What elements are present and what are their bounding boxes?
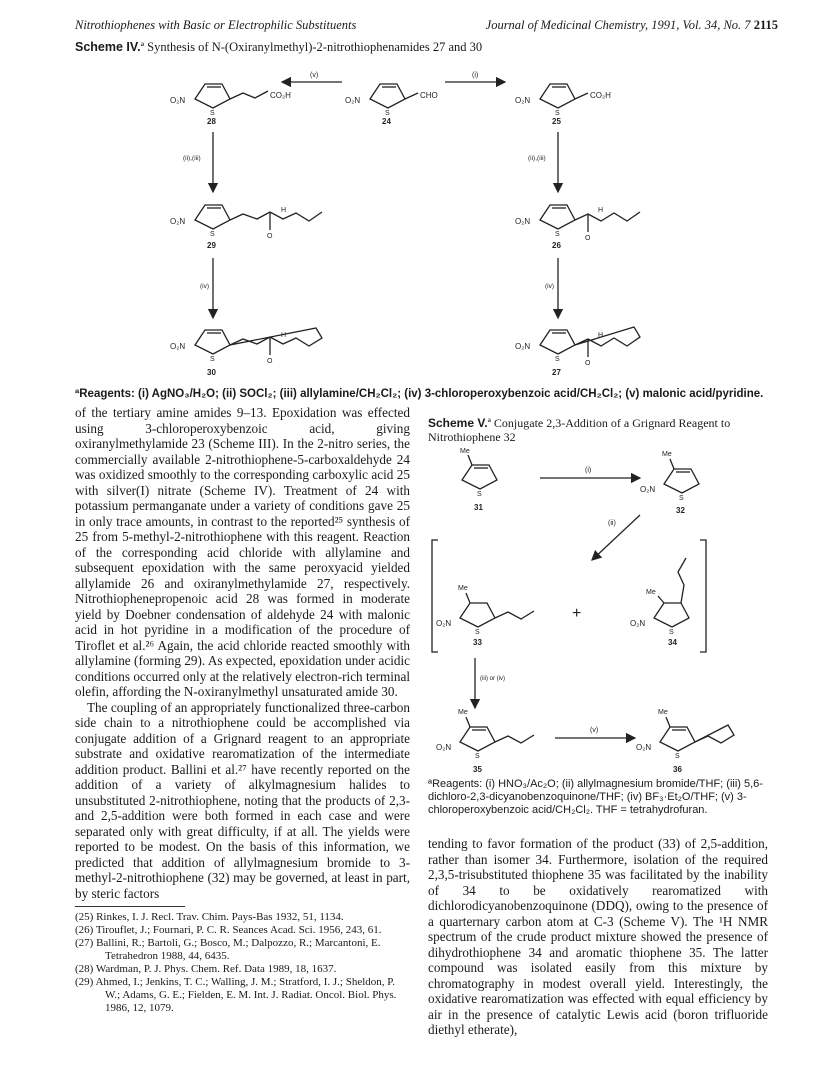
step-label-ii-iii-left: (ii),(iii) — [183, 155, 201, 162]
step-label-iv-left: (iv) — [200, 283, 210, 290]
scheme5-reagents: ªReagents: (i) HNO₃/Ac₂O; (ii) allylmagnesium bromide/THF; (iii) 5,6-dichloro-2,3-dicyanobenzoquinone/THF; (iv) BF₃·Et₂O/THF; (v) 3-chloroperoxybenzoic acid/CH₂Cl₂. THF = tetrahydrofuran. — [428, 778, 763, 816]
reference-29: (29) Ahmed, I.; Jenkins, T. C.; Walling, J. M.; Stratford, I. J.; Sheldon, P. W.; Adams, G. E.; Fielden, E. M. Int. J. Radiat. Oncol. Biol. Phys. 1986, 12, 1079. — [75, 976, 397, 1014]
svg-text:S: S — [555, 231, 560, 238]
left-paragraph-1: of the tertiary amine amides 9–13. Epoxidation was effected using 3-chloroperoxybenzoic acid, giving oxiranylmethylamide 23 (Scheme III). In the 2-nitro series, the commercially available 2-nitrothiophene-5-carboxaldehyde 24 was oxidized smoothly to the corresponding carboxylic acid 25 with silver(I) nitrate (Scheme IV). Treatment of 24 with potassium permanganate under a variety of conditions gave 25 in only trace amounts, in contrast to the reported²⁵ synthesis of 25 from 5-methyl-2-nitrothiophene with this reagent. Reaction of the corresponding acid chloride with allylamine and subsequent epoxidation with the same peroxyacid yielded allylamide 26 and oxiranylmethylamide 27, respectively. Nitrothiophenepropenoic acid 28 was formed in moderate yield by Doebner condensation of aldehyde 24 with malonic acid in hot pyridine in a modification of the procedure of Tiroflet et al.²⁶ Again, the acid chloride reacted smoothly with allylamine (forming 29). As expected, epoxidation under acidic conditions occurred only at the relatively electron-rich terminal olefin, affording the N-oxiranylmethyl unsaturated amide 30. — [75, 405, 410, 699]
bracket-left — [432, 540, 438, 652]
svg-text:O₂N: O₂N — [630, 619, 646, 628]
compound-label-34: 34 — [668, 638, 677, 647]
svg-text:CO₂H: CO₂H — [590, 91, 611, 100]
compound-label-33: 33 — [473, 638, 482, 647]
scheme4-compound-30 — [170, 328, 322, 377]
compound-label-31: 31 — [474, 503, 483, 512]
right-paragraph-1: tending to favor formation of the product (33) of 2,5-addition, rather than isomer 34. Furthermore, isolation of the required 2,3,5-trisubstituted thiophene 35 was facilitated by the inability of 34 to be oxidatively rearomatized with dichlorodicyanobenzoquinone (DDQ), owing to the presence of a quarternary carbon atom at C-3 (Scheme V). The ¹H NMR spectrum of the crude product mixture showed the presence of dihydrothiophene 34 and aromatic thiophene 35. The latter compound was isolated easily from this mixture by chromatography in modest overall yield. Interestingly, the oxidative rearomatization was effected with equal efficiency by air in the presence of catalytic Lewis acid (boron trifluoride diethyl etherate), — [428, 836, 768, 1037]
svg-text:O₂N: O₂N — [345, 96, 361, 105]
compound-label-36: 36 — [673, 765, 682, 774]
reference-26: (26) Tirouflet, J.; Fournari, P. C. R. Seances Acad. Sci. 1956, 243, 61. — [75, 924, 382, 936]
step-label-s5-v: (v) — [590, 727, 599, 734]
svg-text:O: O — [585, 235, 591, 242]
svg-text:S: S — [475, 753, 480, 760]
svg-text:S: S — [210, 356, 215, 363]
right-column — [428, 836, 768, 1038]
svg-text:Me: Me — [646, 589, 656, 596]
running-header-title: Nitrothiophenes with Basic or Electrophilic Substituents — [75, 18, 357, 32]
scheme5-compound-33 — [436, 585, 534, 647]
bracket-right — [700, 540, 706, 652]
svg-text:Me: Me — [458, 585, 468, 592]
compound-label-26: 26 — [552, 241, 561, 250]
left-column — [75, 405, 410, 901]
step-label-s5-i: (i) — [585, 467, 592, 474]
svg-text:Me: Me — [662, 451, 672, 458]
svg-text:H: H — [598, 332, 604, 339]
compound-label-30: 30 — [207, 368, 216, 377]
compound-label-35: 35 — [473, 765, 482, 774]
scheme5-title: Scheme V.ª Conjugate 2,3-Addition of a Grignard Reagent to Nitrothiophene 32 — [428, 416, 731, 444]
compound-label-27: 27 — [552, 368, 561, 377]
svg-text:O₂N: O₂N — [640, 485, 656, 494]
step-label-i: (i) — [472, 72, 479, 79]
svg-text:S: S — [679, 495, 684, 502]
scheme5-compound-32 — [640, 451, 699, 515]
svg-text:H: H — [598, 207, 604, 214]
compound-label-29: 29 — [207, 241, 216, 250]
scheme5-compound-34 — [630, 558, 689, 647]
page-number: 2115 — [753, 18, 778, 32]
compound-label-25: 25 — [552, 117, 561, 126]
svg-text:S: S — [475, 629, 480, 636]
compound-label-32: 32 — [676, 506, 685, 515]
svg-text:CO₂H: CO₂H — [270, 91, 291, 100]
scheme4-compound-24 — [345, 84, 438, 126]
svg-text:O₂N: O₂N — [170, 217, 186, 226]
scheme4-compound-25 — [515, 84, 611, 126]
svg-text:Me: Me — [458, 709, 468, 716]
svg-text:O₂N: O₂N — [636, 743, 652, 752]
reference-25: (25) Rinkes, I. J. Recl. Trav. Chim. Pays-Bas 1932, 51, 1134. — [75, 911, 344, 923]
step-label-iv-right: (iv) — [545, 283, 555, 290]
svg-text:O₂N: O₂N — [436, 619, 452, 628]
footnote-rule — [75, 906, 185, 907]
svg-text:O: O — [267, 358, 273, 365]
step-label-v: (v) — [310, 72, 319, 79]
compound-label-28: 28 — [207, 117, 216, 126]
scheme4-title: Scheme IV.ª Synthesis of N-(Oxiranylmethyl)-2-nitrothiophenamides 27 and 30 — [75, 40, 483, 54]
step-label-ii-iii-right: (ii),(iii) — [528, 155, 546, 162]
svg-text:S: S — [555, 110, 560, 117]
svg-text:S: S — [555, 356, 560, 363]
svg-text:S: S — [210, 110, 215, 117]
scheme4-compound-26 — [515, 205, 640, 250]
svg-text:Me: Me — [460, 448, 470, 455]
svg-text:Me: Me — [658, 709, 668, 716]
scheme5-compound-31 — [460, 448, 497, 512]
scheme5-compound-35 — [436, 709, 534, 774]
reference-27: (27) Ballini, R.; Bartoli, G.; Bosco, M.; Dalpozzo, R.; Marcantoni, E. Tetrahedron 1988, 44, 6435. — [75, 937, 381, 962]
svg-text:O₂N: O₂N — [515, 96, 531, 105]
svg-text:S: S — [385, 110, 390, 117]
scheme4-compound-29 — [170, 205, 322, 250]
svg-text:S: S — [477, 491, 482, 498]
plus-sign: + — [572, 605, 582, 622]
scheme4-compound-27 — [515, 327, 640, 377]
compound-label-24: 24 — [382, 117, 391, 126]
scheme4-reagents: ªReagents: (i) AgNO₃/H₂O; (ii) SOCl₂; (iii) allylamine/CH₂Cl₂; (iv) 3-chloroperoxybenzoic acid/CH₂Cl₂; (v) malonic acid/pyridine. — [75, 388, 764, 400]
left-paragraph-2: The coupling of an appropriately functionalized three-carbon side chain to a nitrothiophene could be accomplished via conjugate addition of a Grignard reagent to an appropriate substrate and oxidative rearomatization of the intermediate addition product. Ballini et al.²⁷ have recently reported on the addition of a variety of alkylmagnesium halides to unsubstituted 2-nitrothiophene, noting that the products of 2,3- and 2,5-addition were both formed in each case and were separated only with great difficulty, if at all. The yields were reported to be modest. On the basis of this information, we predicted that addition of allylmagnesium bromide to 3-methyl-2-nitrothiophene (32) may be governed, at least in part, by steric factors — [75, 699, 410, 901]
references — [75, 906, 410, 1015]
scheme4-compound-28 — [170, 84, 291, 126]
svg-text:O₂N: O₂N — [515, 342, 531, 351]
nitro-label: O₂N — [170, 96, 186, 105]
svg-text:O: O — [585, 360, 591, 367]
svg-text:O₂N: O₂N — [170, 342, 186, 351]
step-label-s5-ii: (ii) — [608, 520, 616, 527]
svg-text:O₂N: O₂N — [515, 217, 531, 226]
running-header-journal: Journal of Medicinal Chemistry, 1991, Vol. 34, No. 7 2115 — [485, 18, 778, 32]
svg-text:H: H — [281, 332, 287, 339]
svg-text:O₂N: O₂N — [436, 743, 452, 752]
step-label-s5-iii-iv: (iii) or (iv) — [480, 676, 505, 682]
scheme5-compound-36 — [636, 709, 734, 774]
svg-text:CHO: CHO — [420, 91, 438, 100]
svg-text:S: S — [210, 231, 215, 238]
svg-text:S: S — [669, 629, 674, 636]
svg-text:S: S — [675, 753, 680, 760]
reference-28: (28) Wardman, P. J. Phys. Chem. Ref. Data 1989, 18, 1637. — [75, 963, 337, 975]
svg-text:H: H — [281, 207, 287, 214]
svg-text:O: O — [267, 233, 273, 240]
